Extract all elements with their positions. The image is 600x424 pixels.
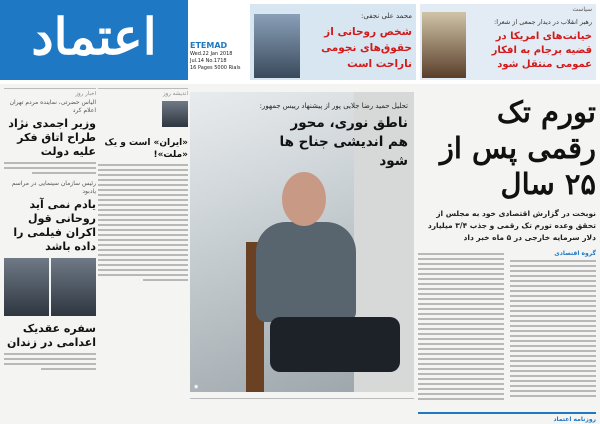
lead-footer: روزنامه اعتماد xyxy=(418,412,596,423)
section-label: گروه اقتصادی xyxy=(554,250,596,257)
news-photo xyxy=(51,258,96,316)
story-kicker: رئیس سازمان سینمایی در مراسم یادبود xyxy=(11,180,96,195)
story-kicker: الیاس حضرتی، نماینده مردم تهران اعلام کرد xyxy=(9,99,96,114)
feature-headline[interactable]: ناطق نوری، محور هم اندیشی جناح ها شود xyxy=(279,115,408,169)
story-headline[interactable]: شخص روحانی از حقوق‌های نجومی ناراحت است xyxy=(321,26,412,70)
masthead-story-right[interactable] xyxy=(420,4,596,80)
lead-body xyxy=(418,250,596,410)
publication-info xyxy=(190,42,248,72)
story-headline[interactable]: سفره عقدیک اعدامی در زندان xyxy=(7,322,96,349)
opinion-body xyxy=(98,164,188,281)
date-line: Jul.14 No.1718 xyxy=(190,58,227,64)
section-label: اندیشه روز xyxy=(98,88,188,97)
news-photo xyxy=(4,258,49,316)
photo-pair xyxy=(4,258,96,316)
masthead xyxy=(0,0,600,84)
portrait-photo xyxy=(422,12,466,78)
author-photo xyxy=(162,101,188,127)
brand-latin: ETEMAD xyxy=(190,41,228,50)
section-label: اخبار روز xyxy=(4,88,96,97)
lead-headline[interactable]: تورم تک رقمی پس از ۲۵ سال xyxy=(439,95,596,201)
date-line: 16 Pages 5000 Rials xyxy=(190,65,241,71)
center-footer xyxy=(190,398,414,407)
story-body xyxy=(4,353,96,370)
date-line: Wed.22 Jan 2018 xyxy=(190,51,233,57)
lead-story xyxy=(418,88,596,424)
logo-band xyxy=(0,0,188,80)
man-figure xyxy=(256,222,356,322)
masthead-story-left[interactable] xyxy=(250,4,416,80)
portrait-photo xyxy=(254,14,300,78)
story-kicker: محمد علی نجفی: xyxy=(361,12,412,20)
lead-subhead: نوبخت در گزارش اقتصادی خود به مجلس از تحقق وعده تورم تک رقمی و جذب ۳/۴ میلیارد دلار سرمایه خارجی در ۵ ماه خبر داد xyxy=(427,209,596,242)
left-column xyxy=(4,88,96,424)
center-feature xyxy=(190,88,414,424)
opinion-column xyxy=(98,88,188,424)
camera-icon: ◉ xyxy=(194,384,199,390)
story-headline[interactable]: وزیر اجمدی نژاد طراح اتاق فکر علیه دولت xyxy=(8,117,96,158)
opinion-headline[interactable]: «ایران» است و یک «ملت»! xyxy=(104,138,188,160)
newspaper-logo[interactable]: اعتماد xyxy=(31,7,157,66)
story-body xyxy=(4,162,96,174)
section-label: سیاست xyxy=(572,6,592,13)
story-headline[interactable]: خیانت‌های امریکا در قضیه برجام به افکار عمومی منتقل شود xyxy=(491,31,592,70)
story-headline[interactable]: یادم نمی آید روحانی قول اکران فیلمی را داده باشد xyxy=(13,198,96,253)
feature-kicker: تحلیل حمید رضا جلایی پور از پیشنهاد رییس جمهور: xyxy=(259,102,408,110)
story-kicker: رهبر انقلاب در دیدار جمعی از شعرا: xyxy=(494,18,592,26)
feature-photo[interactable] xyxy=(190,92,414,392)
